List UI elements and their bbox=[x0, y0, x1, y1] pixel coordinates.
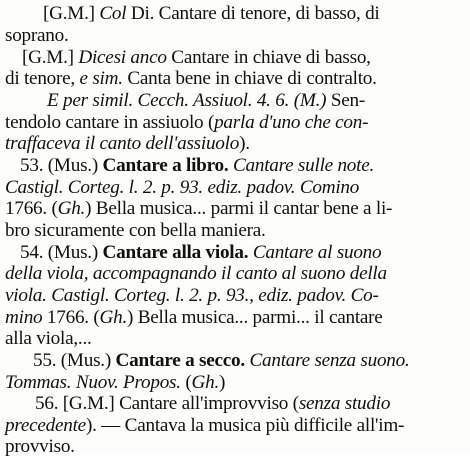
body-text: Di. Cantare di tenore, di basso, di bbox=[126, 3, 380, 24]
italic-text: viola. Castigl. Corteg. l. 2. p. 93., ediz. padov. Co- bbox=[5, 285, 379, 306]
text-line bbox=[0, 197, 470, 220]
italic-text: precedente bbox=[5, 415, 86, 436]
italic-text: Col bbox=[99, 3, 127, 24]
body-text: 55. (Mus.) bbox=[33, 350, 116, 371]
body-text: 56. [G.M.] Cantare all'improvviso ( bbox=[35, 393, 299, 414]
text-line bbox=[0, 262, 470, 285]
body-text: ). bbox=[239, 133, 250, 154]
italic-text: parla d'uno che con- bbox=[214, 112, 369, 133]
body-text: bro sicuramente con bella maniera. bbox=[5, 220, 266, 241]
text-line bbox=[0, 371, 470, 394]
body-text: Cantare in chiave di basso, bbox=[166, 47, 371, 68]
body-text: ) bbox=[219, 372, 226, 393]
italic-text: Tommas. Nuov. Propos. bbox=[5, 372, 181, 393]
text-line bbox=[0, 24, 470, 47]
body-text: Canta bene in chiave di contralto. bbox=[122, 68, 377, 89]
text-line bbox=[0, 89, 470, 112]
italic-text: mino bbox=[5, 307, 43, 328]
italic-text: Gh. bbox=[57, 198, 86, 219]
text-line bbox=[0, 392, 470, 415]
text-line bbox=[0, 132, 470, 155]
body-text: 54. (Mus.) bbox=[20, 242, 103, 263]
body-text: soprano. bbox=[5, 25, 69, 46]
body-text: 1766. ( bbox=[5, 198, 58, 219]
body-text: provviso. bbox=[5, 436, 75, 457]
italic-text: Gh. bbox=[191, 372, 219, 393]
headword-text: Cantare a libro. bbox=[102, 155, 229, 176]
text-line bbox=[0, 176, 470, 199]
body-text: tendolo cantare in assiuolo ( bbox=[5, 112, 215, 133]
italic-text: senza studio bbox=[298, 393, 391, 414]
body-text: [G.M.] bbox=[22, 47, 79, 68]
text-line bbox=[0, 241, 470, 264]
headword-text: Cantare alla viola. bbox=[102, 242, 249, 263]
italic-text: Gh. bbox=[99, 307, 128, 328]
headword-text: Cantare a secco. bbox=[115, 350, 245, 371]
italic-text: della viola, accompagnando il canto al suono della bbox=[5, 263, 387, 284]
body-text: ) Bella musica... parmi... il cantare bbox=[127, 307, 383, 328]
italic-text: E per simil. Cecch. Assiuol. 4. 6. (M.) bbox=[47, 90, 327, 111]
text-line bbox=[0, 435, 470, 458]
italic-text: e sim. bbox=[79, 68, 123, 89]
body-text: ). — Cantava la musica più difficile all'im- bbox=[85, 415, 405, 436]
italic-text: Cantare sulle note. bbox=[232, 155, 375, 176]
body-text: ) Bella musica... parmi il cantar bene a li- bbox=[85, 198, 393, 219]
body-text: di tenore, bbox=[5, 68, 80, 89]
body-text: [G.M.] bbox=[43, 3, 100, 24]
text-line bbox=[0, 111, 470, 134]
text-line bbox=[0, 349, 470, 372]
text-line bbox=[0, 2, 470, 25]
italic-text: Cantare senza suono. bbox=[249, 350, 410, 371]
body-text: 53. (Mus.) bbox=[20, 155, 103, 176]
text-line bbox=[0, 414, 470, 437]
text-line bbox=[0, 327, 470, 350]
text-line bbox=[0, 46, 470, 69]
text-line bbox=[0, 306, 470, 329]
body-text: Sen- bbox=[326, 90, 365, 111]
body-text: ( bbox=[180, 372, 192, 393]
text-line bbox=[0, 219, 470, 242]
body-text: 1766. ( bbox=[42, 307, 100, 328]
body-text: alla viola,... bbox=[5, 328, 92, 349]
italic-text: Dicesi anco bbox=[78, 47, 167, 68]
text-line bbox=[0, 154, 470, 177]
text-line bbox=[0, 67, 470, 90]
italic-text: Cantare al suono bbox=[252, 242, 382, 263]
italic-text: traffaceva il canto dell'assiuolo bbox=[5, 133, 240, 154]
text-line bbox=[0, 284, 470, 307]
italic-text: Castigl. Corteg. l. 2. p. 93. ediz. padov. Comino bbox=[5, 177, 360, 198]
